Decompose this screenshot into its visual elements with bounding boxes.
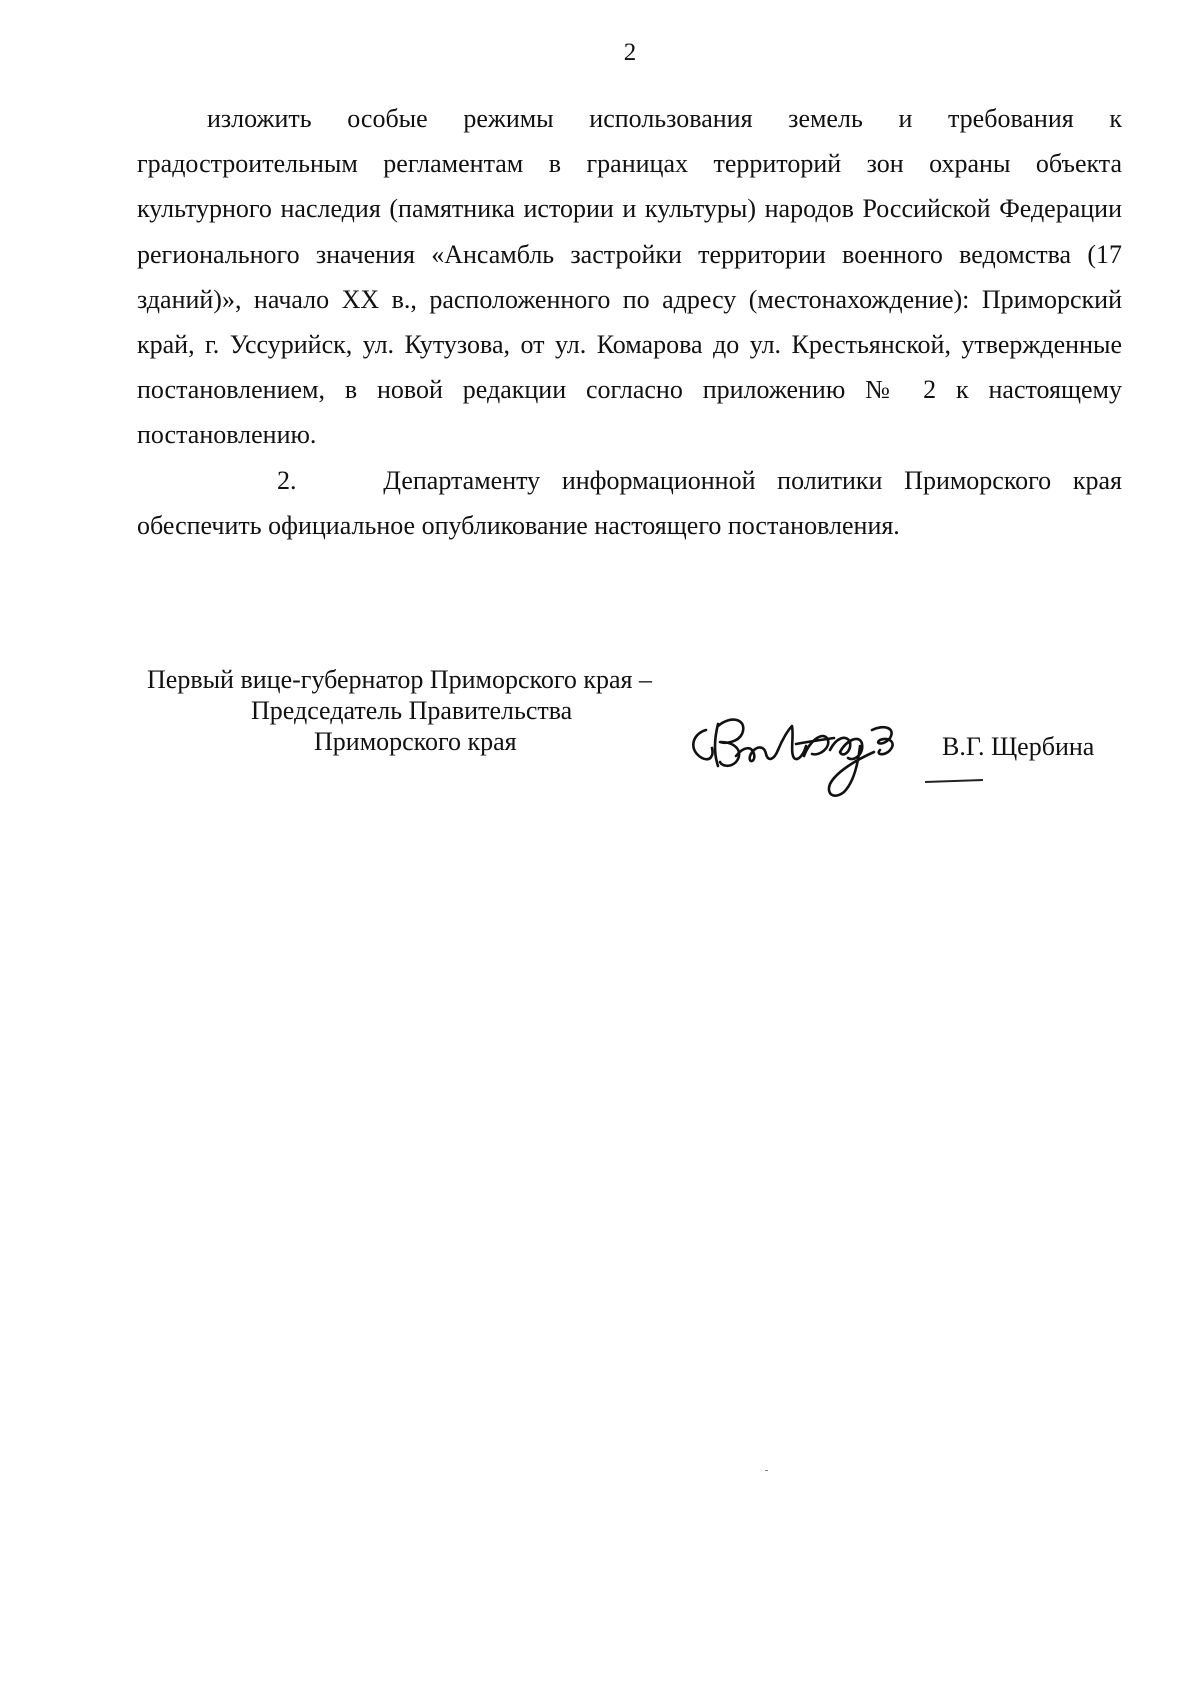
- document-body: [137, 96, 1122, 548]
- signer-name: В.Г. Щербина: [942, 732, 1095, 761]
- signatory-title-line-3: Приморского края: [314, 727, 517, 756]
- paragraph-2-text: Департаменту информационной политики Приморского края обеспечить официальное опубликование настоящего постановления.: [137, 465, 1122, 540]
- page-number: 2: [623, 39, 637, 66]
- signatory-title-line-1: Первый вице-губернатор Приморского края –: [147, 665, 652, 694]
- signature-underline: [925, 779, 983, 783]
- handwritten-signature: [684, 700, 924, 810]
- scan-speck: [765, 1470, 768, 1471]
- signatory-title: [147, 664, 707, 757]
- signatory-title-line-2: Председатель Правительства: [251, 696, 573, 725]
- paragraph-2-number: 2.: [277, 465, 297, 495]
- paragraph-1: изложить особые режимы использования земель и требования к градостроительным регламентам в границах территорий зон охраны объекта культурного наследия (памятника истории и культуры) народов Российской Федерации регионального значения «Ансамбль застройки территории военного ведомства (17 зданий)», начало XX в., расположенного по адресу (местонахождение): Приморский край, г. Уссурийск, ул. Кутузова, от ул. Комарова до ул. Крестьянской, утвержденные постановлением, в новой редакции согласно приложению № 2 к настоящему постановлению.: [137, 104, 1122, 450]
- paragraph-2: [137, 458, 1122, 548]
